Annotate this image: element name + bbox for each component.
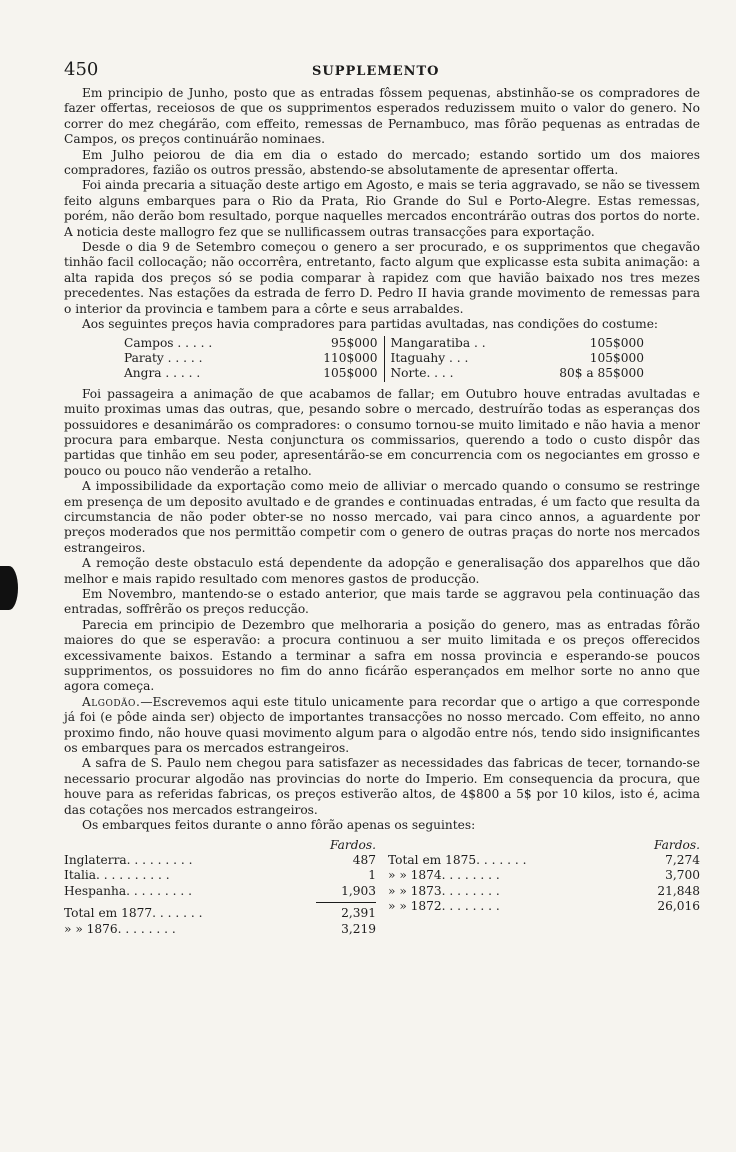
shipment-total-row xyxy=(388,868,700,883)
sum-rule xyxy=(316,902,376,903)
shipments-table xyxy=(64,838,700,937)
price-column-left xyxy=(124,336,385,382)
price-row xyxy=(391,366,645,381)
shipment-label: » » 1876. . . . . . . . xyxy=(64,921,176,936)
shipment-value: 26,016 xyxy=(657,899,700,914)
paragraph-september: Desde o dia 9 de Setembro começou o genero a ser procurado, e os supprimentos que chegavão tinhão facil collocação; não occorrêra, entretanto, facto algum que explicasse esta subita animação: a alta rapida dos preços só se podia comparar à rapidez com que havião baixado nos tres mezes precedentes. Nas estações da estrada de ferro D. Pedro II havia grande movimento de remessas para o interior da provincia e tambem para a côrte e seus arrabaldes. xyxy=(64,240,700,316)
shipment-value: 3,700 xyxy=(665,868,700,883)
section-heading-algodao: Algodão. xyxy=(82,694,141,709)
paragraph-june: Em principio de Junho, posto que as entradas fôssem pequenas, abstinhão-se os compradores de fazer offertas, receiosos de que os supprimentos esperados reduzissem muito o valor do genero. No correr do mez chegárão, com effeito, remessas de Pernambuco, mas fôrão pequenas as entradas de Campos, os preços continuárão nominaes. xyxy=(64,86,700,147)
paragraph-export: A impossibilidade da exportação como meio de alliviar o mercado quando o consumo se restringe em presença de um deposito avultado e de grandes e continuadas entradas, é um facto que resulta da circumstancia de não poder obter-se no nosso mercado, vai para cinco annos, a aguardente por preços moderados que nos permittão competir com o genero de outras praças do norte nos mercados estrangeiros. xyxy=(64,479,700,555)
shipment-label: » » 1872. . . . . . . . xyxy=(388,899,500,914)
shipment-value: 7,274 xyxy=(665,852,700,867)
running-head: SUPPLEMENTO xyxy=(312,64,440,79)
shipment-label: Hespanha. . . . . . . . . xyxy=(64,883,192,898)
price-value: 80$ a 85$000 xyxy=(559,366,644,381)
paragraph-prices-intro: Aos seguintes preços havia compradores para partidas avultadas, nas condições do costume: xyxy=(82,317,659,332)
price-value: 105$000 xyxy=(589,350,644,365)
price-table xyxy=(124,336,644,382)
shipment-value: 487 xyxy=(352,852,376,867)
price-place: Mangaratiba . . xyxy=(390,335,486,350)
page xyxy=(64,59,700,937)
price-place: Itaguahy . . . xyxy=(390,350,469,365)
shipment-total-row xyxy=(388,899,700,914)
shipment-label: Total em 1877. . . . . . . xyxy=(64,906,203,921)
shipment-value: 2,391 xyxy=(341,906,376,921)
shipment-label: Inglaterra. . . . . . . . . xyxy=(64,852,193,867)
paragraph-august: Foi ainda precaria a situação deste artigo em Agosto, e mais se teria aggravado, se não se tivessem feito alguns embarques para o Rio da Prata, Rio Grande do Sul e Porto-Alegre. Estas remessas, porém, não derão bom resultado, porque naquelles mercados encontrárão outras dos portos do norte. A noticia deste mallogro fez que se nullificassem outras transacções para exportação. xyxy=(64,178,700,239)
price-place: Campos . . . . . xyxy=(124,335,213,350)
shipment-value: 21,848 xyxy=(657,883,700,898)
paragraph-july: Em Julho peiorou de dia em dia o estado do mercado; estando sortido um dos maiores compradores, fazião os outros pressão, abstendo-se absolutamente de apresentar offerta. xyxy=(64,147,700,178)
shipment-label: Italia. . . . . . . . . . xyxy=(64,868,170,883)
paragraph-december: Parecia em principio de Dezembro que melhoraria a posição do genero, mas as entradas fôrão maiores do que se esperavão: a procura continuou a ser muito limitada e os preços offerecidos excessivamente baixos. Estando a terminar a safra em nossa provincia e esperando-se poucos supprimentos, os possuidores no fim do anno ficárão esperançados em melhor sorte no anno que agora começa. xyxy=(64,617,700,694)
shipment-value: 3,219 xyxy=(341,921,376,936)
price-row xyxy=(124,366,378,381)
unit-label: Fardos. xyxy=(654,837,700,852)
shipment-total-row xyxy=(388,853,700,868)
shipment-label: » » 1873. . . . . . . . xyxy=(388,883,500,898)
ink-blot xyxy=(0,566,18,610)
price-value: 95$000 xyxy=(330,335,378,350)
algodao-text: —Escrevemos aqui este titulo unicamente para recordar que o artigo a que corresponde já foi (e pôde ainda ser) objecto de importantes transacções no nosso mercado. Com effeito, no anno proximo findo, não houve quasi movimento algum para o algodão entre nós, tendo sido insignificantes os embarques para os mercados estrangeiros. xyxy=(64,694,700,756)
shipment-total-row xyxy=(388,884,700,899)
price-row xyxy=(391,336,645,351)
shipment-label: Total em 1875. . . . . . . xyxy=(388,852,527,867)
shipment-total-row xyxy=(64,922,376,937)
page-number: 450 xyxy=(64,59,99,80)
unit-label: Fardos. xyxy=(330,837,376,852)
shipments-column-left xyxy=(64,838,376,937)
price-column-right xyxy=(385,336,645,382)
paragraph-shipments-intro: Os embarques feitos durante o anno fôrão apenas os seguintes: xyxy=(82,818,476,833)
shipment-row xyxy=(64,853,376,868)
price-value: 110$000 xyxy=(323,350,378,365)
paragraph-november: Em Novembro, mantendo-se o estado anterior, que mais tarde se aggravou pela continuação das entradas, soffrêrão os preços reducção. xyxy=(64,587,700,617)
paragraph-october: Foi passageira a animação de que acabamos de fallar; em Outubro houve entradas avultadas e muito proximas umas das outras, que, pesando sobre o mercado, destruírão todas as esperanças dos possuidores e desanimárão os compradores: o consumo tornou-se muito limitado e não havia a menor procura para embarque. Nesta conjunctura os commissarios, querendo a todo o custo dispôr das partidas que tinhão em seu poder, apresentárão-se em concurrencia com os negociantes em grosso e pouco ou pouco não venderão a retalho. xyxy=(64,386,700,478)
shipment-row xyxy=(64,884,376,899)
shipment-total-row xyxy=(64,906,376,921)
price-place: Angra . . . . . xyxy=(124,366,201,381)
shipment-row xyxy=(64,868,376,883)
shipment-value: 1,903 xyxy=(341,883,376,898)
paragraph-algodao xyxy=(64,695,700,757)
price-row xyxy=(391,351,645,366)
page-header xyxy=(64,59,700,86)
price-value: 105$000 xyxy=(323,366,378,381)
price-place: Norte. . . . xyxy=(390,366,454,381)
paragraph-sao-paulo: A safra de S. Paulo nem chegou para satisfazer as necessidades das fabricas de tecer, tornando-se necessario procurar algodão nas provincias do norte do Imperio. Em consequencia da procura, que houve para as referidas fabricas, os preços estiverão altos, de 4$800 a 5$ por 10 kilos, isto é, acima das cotações nos mercados estrangeiros. xyxy=(64,756,700,817)
price-row xyxy=(124,351,378,366)
price-place: Paraty . . . . . xyxy=(124,350,203,365)
shipment-value: 1 xyxy=(368,868,376,883)
shipment-label: » » 1874. . . . . . . . xyxy=(388,868,500,883)
shipments-column-right xyxy=(376,838,700,937)
paragraph-removal: A remoção deste obstaculo está dependente da adopção e generalisação dos apparelhos que dão melhor e mais rapido resultado com menores gastos de producção. xyxy=(64,556,700,586)
price-value: 105$000 xyxy=(589,335,644,350)
price-row xyxy=(124,336,378,351)
